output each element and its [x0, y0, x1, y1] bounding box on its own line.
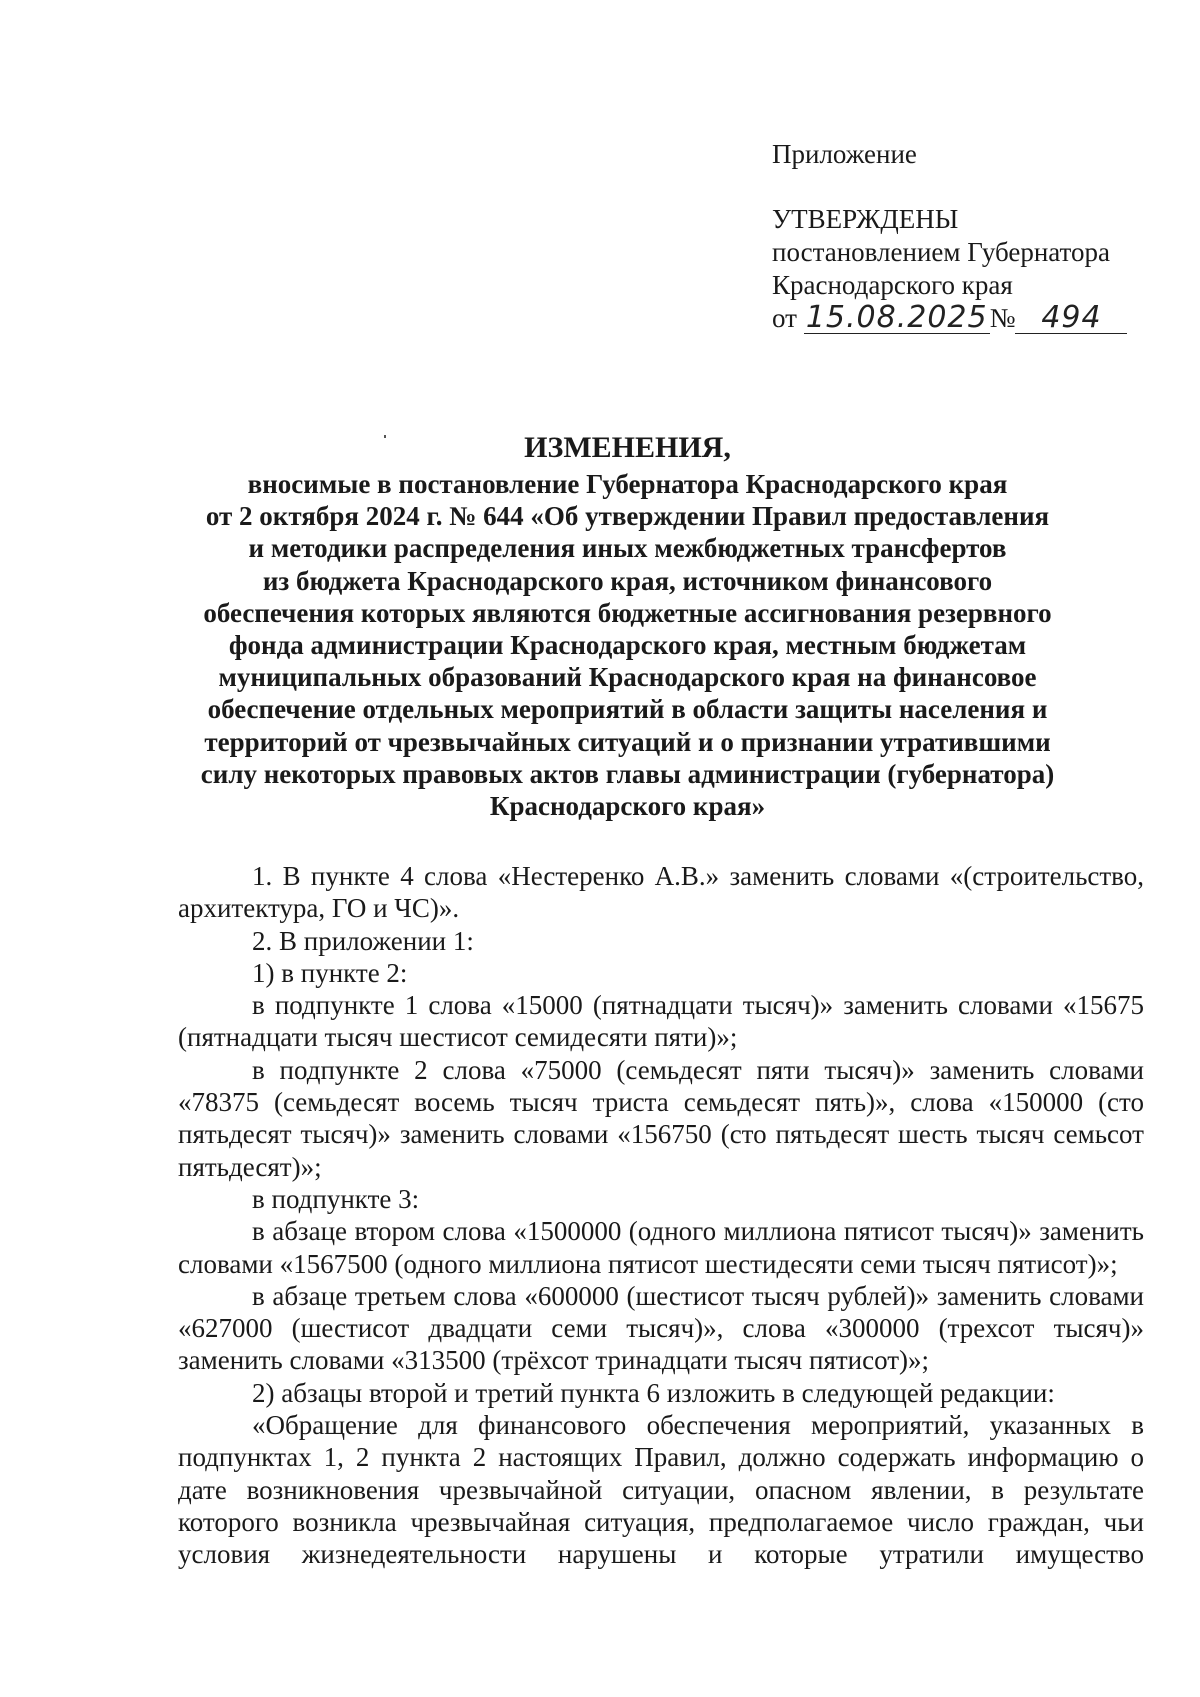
appendix-label: Приложение	[772, 139, 917, 169]
document-body	[178, 860, 1144, 1571]
main-heading: ИЗМЕНЕНИЯ,	[524, 431, 731, 464]
title-line: территорий от чрезвычайных ситуаций и о признании утратившими	[204, 726, 1051, 757]
title-line: силу некоторых правовых актов главы администрации (губернатора)	[200, 758, 1055, 789]
title-line: обеспечения которых являются бюджетные ассигнования резервного	[203, 597, 1052, 628]
title-line: фонда администрации Краснодарского края, местным бюджетам	[228, 630, 1027, 661]
date-prefix: от	[772, 303, 797, 333]
paragraph-subitem-2: 2) абзацы второй и третий пункта 6 изложить в следующей редакции:	[252, 1377, 1055, 1408]
title-line: Краснодарского края»	[489, 791, 766, 822]
region-label: Краснодарского края	[772, 270, 1013, 300]
paragraph-item-2: 2. В приложении 1:	[252, 925, 474, 956]
title-line: муниципальных образований Краснодарского края на финансовое	[218, 662, 1037, 693]
date-number-line	[772, 302, 1172, 340]
paragraph-subpoint-3: в подпункте 3:	[252, 1183, 420, 1214]
title-line: и методики распределения иных межбюджетных трансфертов	[248, 533, 1007, 564]
resolution-label: постановлением Губернатора	[772, 237, 1110, 267]
paragraph-item-1: 1. В пункте 4 слова «Нестеренко А.В.» заменить словами «(строительство, архитектура, ГО и ЧС)».	[178, 861, 1144, 924]
paragraph-subpoint-2: в подпункте 2 слова «75000 (семьдесят пяти тысяч)» заменить словами «78375 (семьдесят восемь тысяч триста семьдесят пять)», слова «150000 (сто пятьдесят тысяч)» заменить словами «156750 (сто пятьдесят шесть тысяч семьсот пятьдесят)»;	[178, 1054, 1144, 1182]
title-line: вносимые в постановление Губернатора Краснодарского края	[247, 469, 1008, 499]
date-value: 15.08.2025	[805, 300, 988, 335]
handwritten-date	[804, 300, 990, 335]
document-title	[175, 430, 1080, 822]
paragraph-subpoint-1: в подпункте 1 слова «15000 (пятнадцати тысяч)» заменить словами «15675 (пятнадцати тысяч шестисот семидесяти пяти)»;	[178, 990, 1144, 1053]
handwritten-number	[1015, 300, 1127, 335]
number-value: 494	[1041, 300, 1102, 335]
paragraph-abzac-2: в абзаце втором слова «1500000 (одного миллиона пятисот тысяч)» заменить словами «1567500 (одного миллиона пятисот шестидесяти семи тысяч пятисот)»;	[178, 1216, 1144, 1279]
title-line: от 2 октября 2024 г. № 644 «Об утверждении Правил предоставления	[205, 501, 1050, 532]
paragraph-abzac-3: в абзаце третьем слова «600000 (шестисот тысяч рублей)» заменить словами «627000 (шестисот двадцати семи тысяч)», слова «300000 (трехсот тысяч)» заменить словами «313500 (трёхсот тринадцати тысяч пятисот)»;	[178, 1280, 1144, 1376]
title-line: обеспечение отдельных мероприятий в области защиты населения и	[207, 694, 1048, 725]
number-prefix: №	[989, 303, 1016, 333]
title-line: из бюджета Краснодарского края, источником финансового	[262, 565, 993, 596]
paragraph-subitem-1: 1) в пункте 2:	[252, 957, 408, 988]
paragraph-quote: «Обращение для финансового обеспечения мероприятий, указанных в подпунктах 1, 2 пункта 2 настоящих Правил, должно содержать информацию о дате возникновения чрезвычайной ситуации, опасном явлении, в результате которого возникла чрезвычайная ситуация, предполагаемое число граждан, чьи условия жизнедеятельности нарушены и которые утратили имущество	[178, 1410, 1144, 1570]
approved-label: УТВЕРЖДЕНЫ	[772, 204, 959, 234]
approval-block	[772, 138, 1172, 340]
